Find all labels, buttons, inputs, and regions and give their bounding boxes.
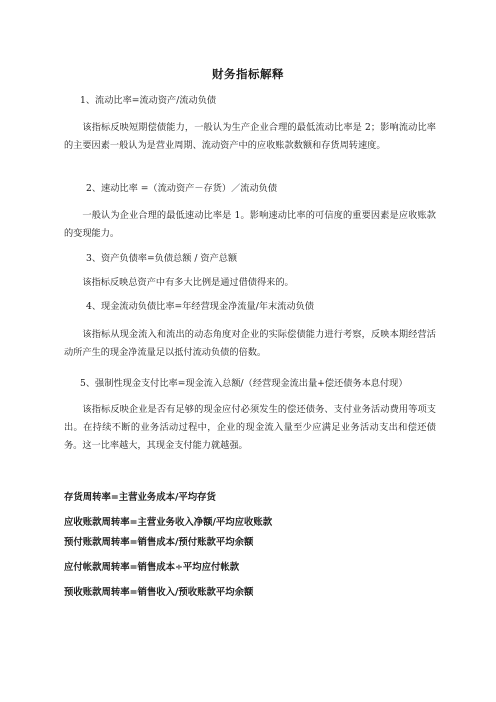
- document-title: 财务指标解释: [212, 67, 284, 81]
- formula-payables-turnover: 应付帐款周转率=销售成本÷平均应付帐款: [64, 562, 240, 573]
- formula-receivables-turnover: 应收账款周转率=主营业务收入净额/平均应收账款: [64, 517, 273, 528]
- formula-advance-receipts-turnover: 预收账款周转率=销售收入/预收账款平均余额: [64, 587, 254, 598]
- section-1-heading: 1、流动比率=流动资产/流动负债: [80, 95, 217, 106]
- formula-prepayments-turnover: 预付账款周转率=销售成本/预付账款平均余额: [64, 537, 254, 548]
- section-4-body: 该指标从现金流入和流出的动态角度对企业的实际偿债能力进行考察，反映本期经营活动所产生的现金净流量足以抵付流动负债的倍数。: [64, 329, 436, 358]
- section-1-body: 该指标反映短期偿债能力，一般认为生产企业合理的最低流动比率是 2；影响流动比率的主要因素一般认为是营业周期、流动资产中的应收账款数额和存货周转速度。: [64, 122, 436, 151]
- section-4-heading: 4、现金流动负债比率=年经营现金净流量/年末流动负债: [86, 301, 314, 312]
- section-5-body: 该指标反映企业是否有足够的现金应付必须发生的偿还债务、支付业务活动费用等项支出。在持续不断的业务活动过程中，企业的现金流入量至少应满足业务活动支出和偿还债务。这一比率越大，其现金支付能力就越强。: [64, 404, 436, 451]
- section-3-heading: 3、资产负债率=负债总额 / 资产总额: [86, 253, 238, 264]
- section-2-body: 一般认为企业合理的最低速动比率是 1。影响速动比率的可信度的重要因素是应收账款的变现能力。: [64, 210, 436, 239]
- section-5-heading: 5、强制性现金支付比率=现金流入总额/（经营现金流出量+偿还债务本息付现）: [80, 378, 408, 389]
- formula-inventory-turnover: 存货周转率=主营业务成本/平均存货: [64, 492, 216, 503]
- section-2-heading: 2、速动比率 =（流动资产－存货）／流动负债: [86, 183, 278, 194]
- section-3-body: 该指标反映总资产中有多大比例是通过借债得来的。: [82, 277, 294, 288]
